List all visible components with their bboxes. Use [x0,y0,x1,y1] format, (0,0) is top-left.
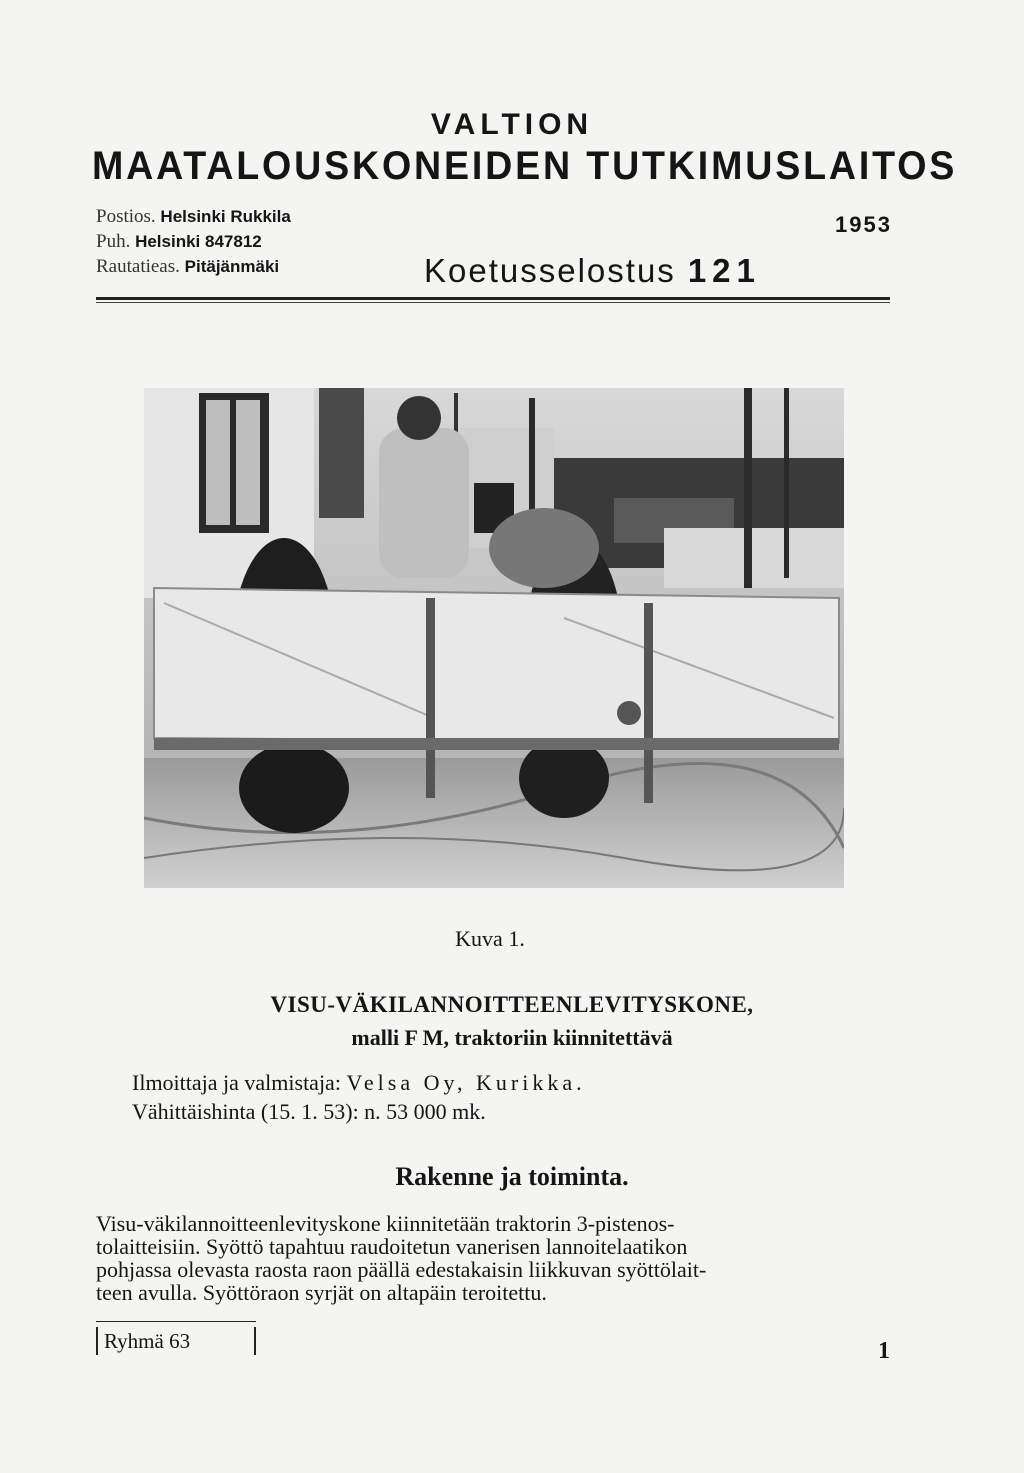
header-rule-thin [96,302,890,303]
report-year: 1953 [835,212,892,237]
body-line: tolaitteisiin. Syöttö tapahtuu raudoitetun vanerisen lannoitelaatikon [96,1234,688,1259]
maker-value: Velsa Oy, Kurikka. [346,1070,586,1095]
price-line: Vähittäishinta (15. 1. 53): n. 53 000 mk. [132,1099,486,1124]
header-rule [96,297,890,300]
contact-railway [96,254,291,279]
institute-name: MAATALOUSKONEIDEN TUTKIMUSLAITOS [92,144,958,188]
body-line: Visu-väkilannoitteenlevityskone kiinnitetään traktorin 3-pistenos- [96,1211,675,1236]
product-subtitle: malli F M, traktoriin kiinnitettävä [351,1025,673,1050]
contact-block [96,204,291,279]
contact-label: Puh. [96,231,131,252]
report-label: Koetusselostus [424,252,676,289]
figure-caption: Kuva 1. [455,926,525,951]
group-label: Ryhmä 63 [96,1327,256,1355]
header-line-1: VALTION [430,108,594,141]
maker-label: Ilmoittaja ja valmistaja: [132,1070,341,1095]
product-info [132,1068,586,1126]
section-heading: Rakenne ja toiminta. [395,1162,629,1191]
contact-phone [96,229,291,254]
contact-value: Pitäjänmäki [184,257,280,276]
contact-value: Helsinki 847812 [135,232,262,251]
page-number: 1 [878,1338,890,1364]
section-body [96,1212,890,1304]
photo-illustration [144,388,844,888]
tractor-photo [144,388,844,888]
report-number: 121 [687,252,761,289]
contact-value: Helsinki Rukkila [160,207,291,226]
report-heading [424,252,761,290]
maker-line [132,1068,586,1097]
footer-rule [96,1321,256,1322]
product-title: VISU-VÄKILANNOITTEENLEVITYSKONE, [270,992,754,1017]
contact-postal [96,204,291,229]
body-line: pohjassa olevasta raosta raon päällä edestakaisin liikkuvan syöttölait- [96,1257,707,1282]
contact-label: Postios. [96,206,156,227]
body-line: teen avulla. Syöttöraon syrjät on altapäin teroitettu. [96,1280,547,1305]
contact-label: Rautatieas. [96,256,180,277]
